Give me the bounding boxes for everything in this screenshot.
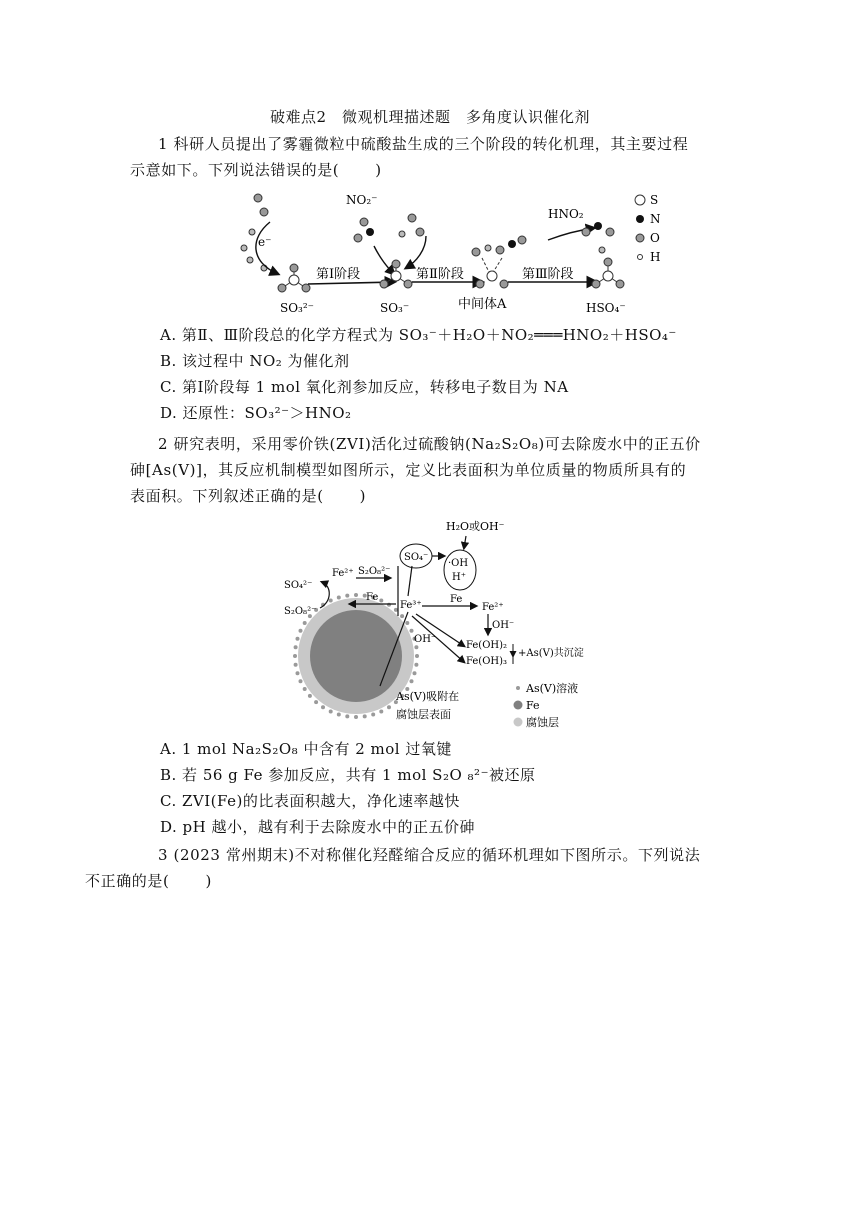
section-title: 破难点2 微观机理描述题 多角度认识催化剂 [269,108,591,126]
legend-h: H [650,250,661,264]
coprecip-label: +As(Ⅴ)共沉淀 [518,648,584,659]
q1-option-a: A. 第Ⅱ、Ⅲ阶段总的化学方程式为 SO₃⁻＋H₂O＋NO₂═══HNO₂＋HSO₄⁻ [160,326,677,344]
s2o8-arrow-label: S₂O₈²⁻ [358,566,391,577]
h-plus-label: H⁺ [452,572,466,583]
legend-corrosion: 腐蚀层 [526,716,559,729]
q3-stem [130,842,740,868]
oh-radical-ellipse [444,550,476,590]
q2-stem-line1: 2 研究表明，采用零价铁(ZVI)活化过硫酸钠(Na₂S₂O₈)可去除废水中的正五价 [158,435,701,453]
no2-label: NO₂⁻ [346,193,378,207]
fe-core [310,610,402,702]
q1-option-d: D. 还原性：SO₃²⁻＞HNO₂ [160,404,352,422]
as-dot [329,599,333,603]
q2-stem [130,431,740,457]
q3-stem-line2: 不正确的是( [85,872,170,890]
as-dot [379,710,383,714]
so3-2minus-label: SO₃²⁻ [280,301,315,315]
s2o8-label: S₂O₈²⁻ [284,606,317,617]
as-dot [415,654,419,658]
adsorb-line1: As(Ⅴ)吸附在 [396,690,460,703]
so3-2minus-molecule [278,264,310,292]
as-dot [293,654,297,658]
as-dot [303,621,307,625]
fe2-right-label: Fe²⁺ [482,602,504,613]
legend-s: S [650,193,659,207]
q1-legend [635,193,661,264]
so3-minus-label: SO₃⁻ [380,301,410,315]
as-dot [337,713,341,717]
oh-radical-label: ·OH [448,558,469,569]
hno2-label: HNO₂ [548,207,584,221]
fe3-label: Fe³⁺ [400,600,422,611]
q2-option-a: A. 1 mol Na₂S₂O₈ 中含有 2 mol 过氧键 [160,740,452,758]
q1-stem-line1: 1 科研人员提出了雾霾微粒中硫酸盐生成的三个阶段的转化机理，其主要过程 [158,135,689,153]
as-dot [405,621,409,625]
as-dot [414,663,418,667]
q2-option-d: D. pH 越小，越有利于去除废水中的正五价砷 [160,818,475,836]
q1-stem [130,131,740,157]
oh-minus-center-label: OH⁻ [414,634,437,645]
q1-option-c: C. 第Ⅰ阶段每 1 mol 氧化剂参加反应，转移电子数目为 NA [160,378,569,396]
stage3-label: 第Ⅲ阶段 [522,267,574,282]
as-dot [387,603,391,607]
q2-stem-cont [130,483,740,509]
as-dot [354,715,358,719]
q2-stem-line2: 砷[As(Ⅴ)]，其反应机制模型如图所示，定义比表面积为单位质量的物质所具有的 [130,461,687,479]
q1-stem-line2: 示意如下。下列说法错误的是( [130,161,340,179]
as-dot [413,671,417,675]
q3-stem-cont [85,868,695,894]
h2o-oh-label: H₂O或OH⁻ [446,520,505,533]
as-dot [363,714,367,718]
as-dot [337,596,341,600]
as-dot [303,687,307,691]
q3-stem-line1: 3 (2023 常州期末)不对称催化羟醛缩合反应的循环机理如下图所示。下列说法 [158,846,701,864]
hso4-label: HSO₄⁻ [586,301,626,315]
as-dot [296,671,300,675]
as-dot [314,700,318,704]
intermediate-a-molecule [472,236,526,288]
fe2-left-label: Fe²⁺ [332,568,354,579]
q2-stem-line3: 表面积。下列叙述正确的是( [130,487,324,505]
as-dot [299,679,303,683]
as-dot [371,713,375,717]
hso4-molecule [592,247,624,288]
stage1-label: 第Ⅰ阶段 [316,267,361,282]
legend-n: N [650,212,661,226]
q1-stem-paren: ) [375,161,382,179]
electron-path [241,194,278,274]
as-dot [354,593,358,597]
as-dot [299,629,303,633]
as-dot [296,637,300,641]
fe-label-left: Fe [366,592,379,603]
q1-option-b: B. 该过程中 NO₂ 为催化剂 [160,352,350,370]
as-dot [345,594,349,598]
as-dot [321,705,325,709]
as-dot [329,710,333,714]
q2-mechanism-figure [280,516,620,730]
as-dot [294,663,298,667]
intermediate-label: 中间体A [458,297,507,312]
feoh3-label: Fe(OH)₃ [466,656,508,667]
q2-stem-paren: ) [359,487,367,505]
stage2-label: 第Ⅱ阶段 [416,267,464,282]
q1-stem-cont [130,157,740,183]
legend-as: As(Ⅴ)溶液 [526,682,579,695]
q2-option-b: B. 若 56 g Fe 参加反应，共有 1 mol S₂O ₈²⁻被还原 [160,766,536,784]
as-dot [387,705,391,709]
as-dot [410,629,414,633]
as-dot [394,608,398,612]
adsorb-line2: 腐蚀层表面 [396,708,451,721]
so4-radical-label: SO₄⁻ [404,552,429,563]
as-dot [414,645,418,649]
legend-fe: Fe [526,699,540,712]
oh-minus-right-label: OH⁻ [492,620,515,631]
hno2-molecule [548,207,614,240]
as-dot [400,614,404,618]
q2-legend [514,681,579,729]
feoh2-label: Fe(OH)₂ [466,640,508,651]
so4-2minus-label: SO₄²⁻ [284,580,313,591]
as-dot [379,599,383,603]
as-dot [308,694,312,698]
as-dot [345,714,349,718]
fe-label-right: Fe [450,594,463,605]
q1-mechanism-figure [230,188,670,316]
no2-molecule [346,193,394,274]
electron-label: e⁻ [258,235,272,249]
q2-option-c: C. ZVI(Fe)的比表面积越大，净化速率越快 [160,792,460,810]
legend-o: O [650,231,660,245]
as-dot [294,645,298,649]
as-dot [410,679,414,683]
q3-stem-paren: ) [205,872,212,890]
